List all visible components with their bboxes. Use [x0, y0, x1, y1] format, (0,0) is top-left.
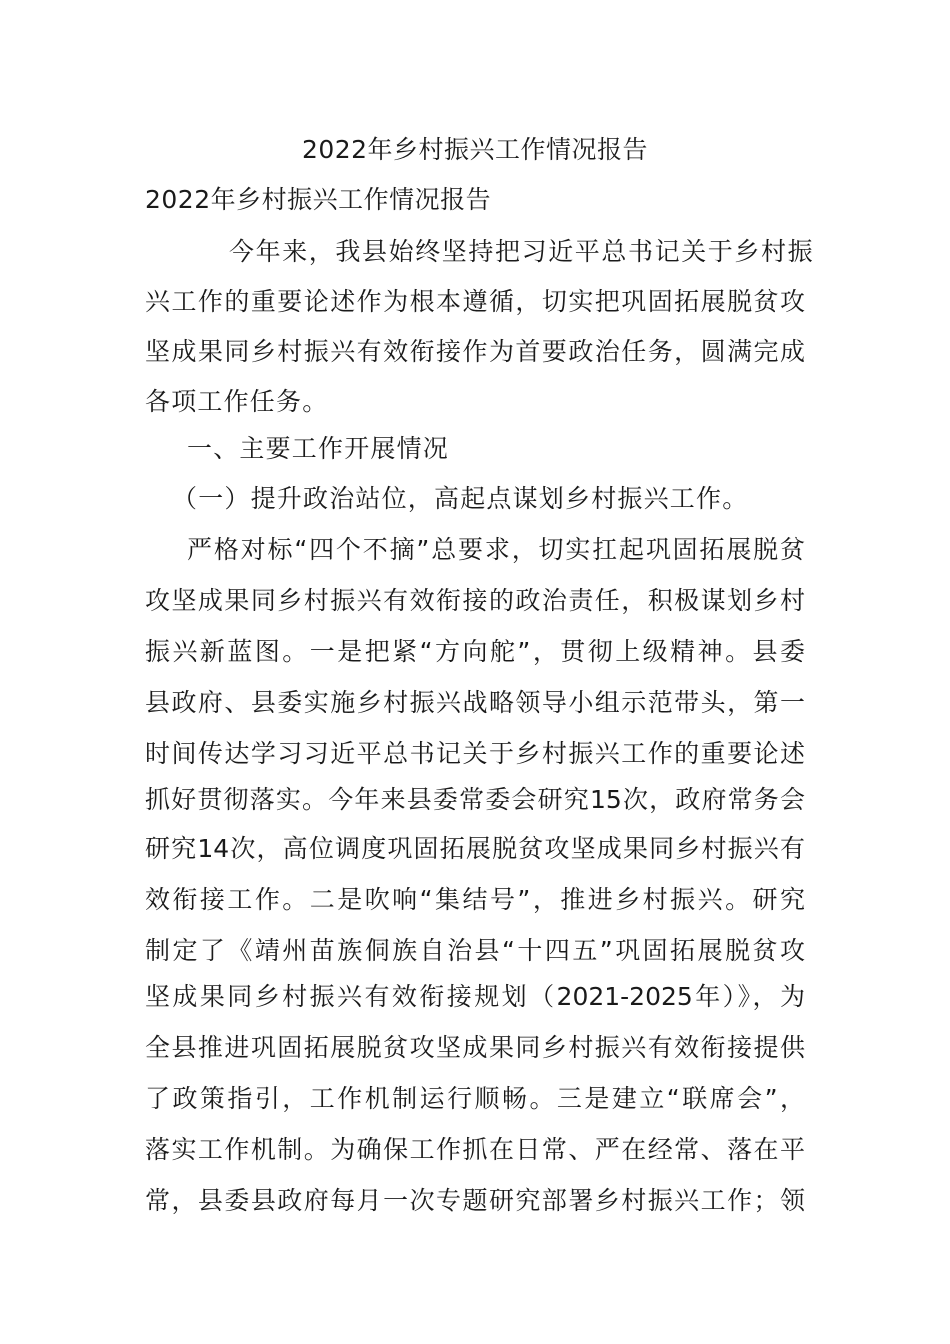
section-heading: 一、主要工作开展情况 — [187, 434, 450, 463]
paragraph-line: 常，县委县政府每月一次专题研究部署乡村振兴工作；领 — [145, 1186, 805, 1215]
paragraph-line: 了政策指引，工作机制运行顺畅。三是建立“联席会”， — [145, 1084, 805, 1113]
paragraph-line: 县政府、县委实施乡村振兴战略领导小组示范带头，第一 — [145, 688, 805, 717]
paragraph-line: 抓好贯彻落实。今年来县委常委会研究15次，政府常务会 — [145, 785, 805, 814]
paragraph-line: 今年来，我县始终坚持把习近平总书记关于乡村振 — [229, 237, 815, 266]
paragraph-line: 时间传达学习习近平总书记关于乡村振兴工作的重要论述 — [145, 739, 805, 768]
paragraph-line: 制定了《靖州苗族侗族自治县“十四五”巩固拓展脱贫攻 — [145, 936, 805, 965]
paragraph-line: 振兴新蓝图。一是把紧“方向舵”，贯彻上级精神。县委 — [145, 637, 805, 666]
paragraph-line: 各项工作任务。 — [145, 387, 329, 416]
subsection-heading: （一）提升政治站位，高起点谋划乡村振兴工作。 — [172, 484, 749, 513]
paragraph-line: 兴工作的重要论述作为根本遵循，切实把巩固拓展脱贫攻 — [145, 287, 805, 316]
paragraph-line: 坚成果同乡村振兴有效衔接作为首要政治任务，圆满完成 — [145, 337, 805, 366]
paragraph-line: 全县推进巩固拓展脱贫攻坚成果同乡村振兴有效衔接提供 — [145, 1033, 805, 1062]
document-subtitle: 2022年乡村振兴工作情况报告 — [145, 185, 492, 214]
paragraph-line: 研究14次，高位调度巩固拓展脱贫攻坚成果同乡村振兴有 — [145, 834, 805, 863]
paragraph-line: 坚成果同乡村振兴有效衔接规划（2021-2025年）》，为 — [145, 982, 805, 1011]
document-title: 2022年乡村振兴工作情况报告 — [301, 135, 649, 164]
paragraph-line: 严格对标“四个不摘”总要求，切实扛起巩固拓展脱贫 — [187, 535, 805, 564]
paragraph-line: 效衔接工作。二是吹响“集结号”，推进乡村振兴。研究 — [145, 885, 805, 914]
paragraph-line: 落实工作机制。为确保工作抓在日常、严在经常、落在平 — [145, 1135, 805, 1164]
paragraph-line: 攻坚成果同乡村振兴有效衔接的政治责任，积极谋划乡村 — [145, 586, 805, 615]
